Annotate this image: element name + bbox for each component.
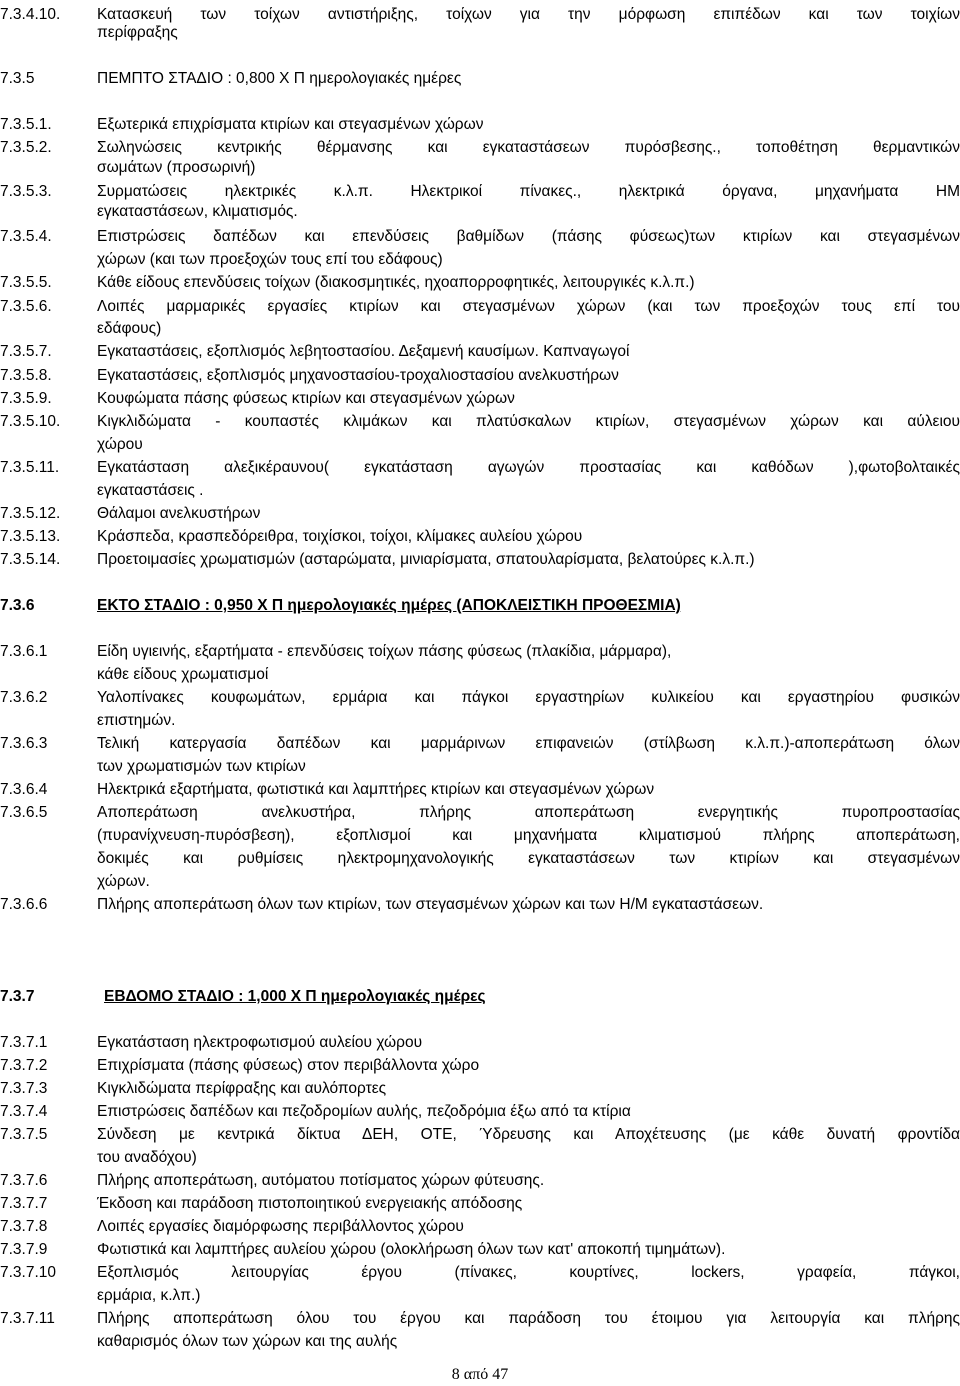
item-number: 7.3.6.4 <box>0 781 48 798</box>
item-text-continuation: καθαρισμός όλων των χώρων και της αυλής <box>97 1333 398 1350</box>
list-item <box>0 781 960 799</box>
item-text: Αποπεράτωση ανελκυστήρα, πλήρης αποπεράτωση ενεργητικής πυροπροστασίας <box>97 804 960 821</box>
item-text-continuation: ερμάρια, κ.λπ.) <box>97 1287 201 1304</box>
item-text: Σωληνώσεις κεντρικής θέρμανσης και εγκαταστάσεων πυρόσβεσης., τοποθέτηση θερμαντικών <box>97 139 960 156</box>
item-text: (πυρανίχνευση-πυρόσβεση), εξοπλισμοί και μηχανήματα κλιματισμού πλήρης αποπεράτωση, <box>97 827 960 844</box>
list-item <box>0 367 960 385</box>
section-number: 7.3.7 <box>0 988 35 1005</box>
item-text: Σύνδεση με κεντρικά δίκτυα ΔΕΗ, ΟΤΕ, Ύδρευσης και Αποχέτευσης (με κάθε δυνατή φροντίδα <box>97 1126 960 1143</box>
section-heading <box>0 597 960 615</box>
item-text: Εγκαταστάσεις, εξοπλισμός λεβητοστασίου. Δεξαμενή καυσίμων. Καπναγωγοί <box>97 343 630 360</box>
list-item <box>0 804 960 822</box>
page-number: 8 από 47 <box>451 1366 509 1383</box>
list-item <box>0 689 960 707</box>
list-item <box>0 298 960 316</box>
item-text-continuation: χώρου <box>97 436 143 453</box>
item-number: 7.3.7.2 <box>0 1057 48 1074</box>
item-text: Υαλοπίνακες κουφωμάτων, ερμάρια και πάγκοι εργαστηρίων κυλικείου και εργαστηρίου φυσικών <box>97 689 960 706</box>
item-number: 7.3.5.8. <box>0 367 52 384</box>
item-text-continuation: χώρων. <box>97 873 150 890</box>
list-item <box>0 1080 960 1098</box>
item-text: Πλήρης αποπεράτωση όλου του έργου και παράδοση του έτοιμου για λειτουργία και πλήρης <box>97 1310 960 1327</box>
item-text: Φωτιστικά και λαμπτήρες αυλείου χώρου (ολοκλήρωση όλων των κατ' αποκοπή τιμημάτων). <box>97 1241 726 1258</box>
item-text: Έκδοση και παράδοση πιστοποιητικού ενεργειακής απόδοσης <box>97 1195 523 1212</box>
list-item <box>0 643 960 661</box>
item-text-continuation: του αναδόχου) <box>97 1149 197 1166</box>
list-item <box>0 1218 960 1236</box>
item-number: 7.3.7.1 <box>0 1034 48 1051</box>
list-item <box>0 459 960 477</box>
list-item <box>0 1057 960 1075</box>
item-number: 7.3.7.4 <box>0 1103 48 1120</box>
list-item <box>0 1103 960 1121</box>
item-text-continuation <box>0 827 960 845</box>
item-number: 7.3.7.6 <box>0 1172 48 1189</box>
item-text-continuation: εγκαταστάσεων, κλιματισμός. <box>97 203 298 220</box>
item-number: 7.3.5.12. <box>0 505 61 522</box>
section-title: ΕΒΔΟΜΟ ΣΤΑΔΙΟ : 1,000 Χ Π ημερολογιακές ημέρες <box>104 988 486 1005</box>
item-number: 7.3.5.9. <box>0 390 52 407</box>
item-number: 7.3.5.13. <box>0 528 61 545</box>
item-text: Προετοιμασίες χρωματισμών (ασταρώματα, μινιαρίσματα, σπατουλαρίσματα, βελατούρες κ.λ.π.) <box>97 551 755 568</box>
item-number: 7.3.6.3 <box>0 735 48 752</box>
list-item <box>0 343 960 361</box>
item-text-continuation: περίφραξης <box>97 24 178 41</box>
item-text: Κράσπεδα, κρασπεδόρειθρα, τοιχίσκοι, τοίχοι, κλίμακες αυλείου χώρου <box>97 528 583 545</box>
item-text-continuation: κάθε είδους χρωματισμοί <box>97 666 269 683</box>
item-text: Εγκατάσταση ηλεκτροφωτισμού αυλείου χώρου <box>97 1034 423 1051</box>
item-number: 7.3.7.9 <box>0 1241 48 1258</box>
list-item <box>0 505 960 523</box>
item-number: 7.3.5.5. <box>0 274 52 291</box>
item-number: 7.3.6.1 <box>0 643 48 660</box>
item-text: Εγκατάσταση αλεξικέραυνου( εγκατάσταση αγωγών προστασίας και καθόδων ),φωτοβολταικές <box>97 459 960 476</box>
item-number: 7.3.5.6. <box>0 298 52 315</box>
section-number: 7.3.6 <box>0 597 35 614</box>
item-number: 7.3.5.1. <box>0 116 52 133</box>
item-text-continuation: εγκαταστάσεις . <box>97 482 204 499</box>
item-number: 7.3.7.8 <box>0 1218 48 1235</box>
item-text: Λοιπές μαρμαρικές εργασίες κτιρίων και στεγασμένων χώρων (και των προεξοχών τους επί του <box>97 298 960 315</box>
list-item <box>0 1172 960 1190</box>
item-text: Κάθε είδους επενδύσεις τοίχων (διακοσμητικές, ηχοαπορροφητικές, λειτουργικές κ.λ.π.) <box>97 274 695 291</box>
item-text: Εξωτερικά επιχρίσματα κτιρίων και στεγασμένων χώρων <box>97 116 484 133</box>
item-text: Εγκαταστάσεις, εξοπλισμός μηχανοστασίου-τροχαλιοστασίου ανελκυστήρων <box>97 367 619 384</box>
item-text: Θάλαμοι ανελκυστήρων <box>97 505 261 522</box>
item-text-continuation: χώρων (και των προεξοχών τους επί του εδάφους) <box>97 251 443 268</box>
item-number: 7.3.5.3. <box>0 183 52 200</box>
list-item <box>0 1264 960 1282</box>
list-item <box>0 6 960 24</box>
item-text: Πλήρης αποπεράτωση όλων των κτιρίων, των στεγασμένων χώρων και των Η/Μ εγκαταστάσεων. <box>97 896 764 913</box>
section-title: ΕΚΤΟ ΣΤΑΔΙΟ : 0,950 Χ Π ημερολογιακές ημέρες (ΑΠΟΚΛΕΙΣΤΙΚΗ ΠΡΟΘΕΣΜΙΑ) <box>97 597 681 614</box>
item-number: 7.3.5.11. <box>0 459 60 476</box>
item-number: 7.3.7.7 <box>0 1195 48 1212</box>
item-text: Πλήρης αποπεράτωση, αυτόματου ποτίσματος χώρων φύτευσης. <box>97 1172 545 1189</box>
item-text: Κατασκευή των τοίχων αντιστήριξης, τοίχων για την μόρφωση επιπέδων και των τοιχίων <box>97 6 960 23</box>
list-item <box>0 735 960 753</box>
list-item <box>0 390 960 408</box>
section-number: 7.3.5 <box>0 70 35 87</box>
item-text: Εξοπλισμός λειτουργίας έργου (πίνακες, κουρτίνες, lockers, γραφεία, πάγκοι, <box>97 1264 960 1281</box>
item-text: δοκιμές και ρυθμίσεις ηλεκτρομηχανολογικής εγκαταστάσεων των κτιρίων και στεγασμένων <box>97 850 960 867</box>
item-text: Κιγκλιδώματα - κουπαστές κλιμάκων και πλατύσκαλων κτιρίων, στεγασμένων χώρων και αύλειου <box>97 413 960 430</box>
list-item <box>0 274 960 292</box>
list-item <box>0 1195 960 1213</box>
list-item <box>0 139 960 157</box>
item-number: 7.3.7.5 <box>0 1126 48 1143</box>
item-number: 7.3.6.5 <box>0 804 48 821</box>
item-number: 7.3.7.10 <box>0 1264 57 1281</box>
list-item <box>0 1241 960 1259</box>
item-text: Λοιπές εργασίες διαμόρφωσης περιβάλλοντος χώρου <box>97 1218 464 1235</box>
item-text: Επιστρώσεις δαπέδων και πεζοδρομίων αυλής, πεζοδρόμια έξω από τα κτίρια <box>97 1103 631 1120</box>
item-text: Κουφώματα πάσης φύσεως κτιρίων και στεγασμένων χώρων <box>97 390 515 407</box>
list-item <box>0 413 960 431</box>
item-text-continuation: επιστημών. <box>97 712 176 729</box>
item-number: 7.3.7.11 <box>0 1310 55 1327</box>
item-number: 7.3.5.2. <box>0 139 52 156</box>
item-text: Επιστρώσεις δαπέδων και επενδύσεις βαθμίδων (πάσης φύσεως)των κτιρίων και στεγασμένων <box>97 228 960 245</box>
list-item <box>0 1034 960 1052</box>
list-item <box>0 183 960 201</box>
section-title: ΠΕΜΠΤΟ ΣΤΑΔΙΟ : 0,800 Χ Π ημερολογιακές ημέρες <box>97 70 462 87</box>
list-item <box>0 896 960 914</box>
item-number: 7.3.5.7. <box>0 343 52 360</box>
item-text: Είδη υγιεινής, εξαρτήματα - επενδύσεις τοίχων πάσης φύσεως (πλακίδια, μάρμαρα), <box>97 643 672 660</box>
item-number: 7.3.4.10. <box>0 6 61 23</box>
list-item <box>0 1126 960 1144</box>
list-item <box>0 1310 960 1328</box>
item-number: 7.3.6.6 <box>0 896 48 913</box>
section-heading <box>0 988 960 1006</box>
item-text-continuation: εδάφους) <box>97 320 162 337</box>
list-item <box>0 228 960 246</box>
list-item <box>0 116 960 134</box>
item-text: Συρματώσεις ηλεκτρικές κ.λ.π. Ηλεκτρικοί πίνακες., ηλεκτρικά όργανα, μηχανήματα ΗΜ <box>97 183 960 200</box>
list-item <box>0 528 960 546</box>
item-number: 7.3.5.10. <box>0 413 61 430</box>
item-text-continuation: των χρωματισμών των κτιρίων <box>97 758 306 775</box>
item-text-continuation: σωμάτων (προσωρινή) <box>97 159 256 176</box>
item-number: 7.3.5.4. <box>0 228 52 245</box>
item-text: Τελική κατεργασία δαπέδων και μαρμάρινων επιφανειών (στίλβωση κ.λ.π.)-αποπεράτωση όλων <box>97 735 960 752</box>
item-text: Επιχρίσματα (πάσης φύσεως) στον περιβάλλοντα χώρο <box>97 1057 480 1074</box>
list-item <box>0 551 960 569</box>
item-text: Κιγκλιδώματα περίφραξης και αυλόπορτες <box>97 1080 387 1097</box>
item-number: 7.3.7.3 <box>0 1080 48 1097</box>
section-heading <box>0 70 960 88</box>
item-text: Ηλεκτρικά εξαρτήματα, φωτιστικά και λαμπτήρες κτιρίων και στεγασμένων χώρων <box>97 781 655 798</box>
item-number: 7.3.5.14. <box>0 551 61 568</box>
item-text-continuation <box>0 850 960 868</box>
item-number: 7.3.6.2 <box>0 689 48 706</box>
